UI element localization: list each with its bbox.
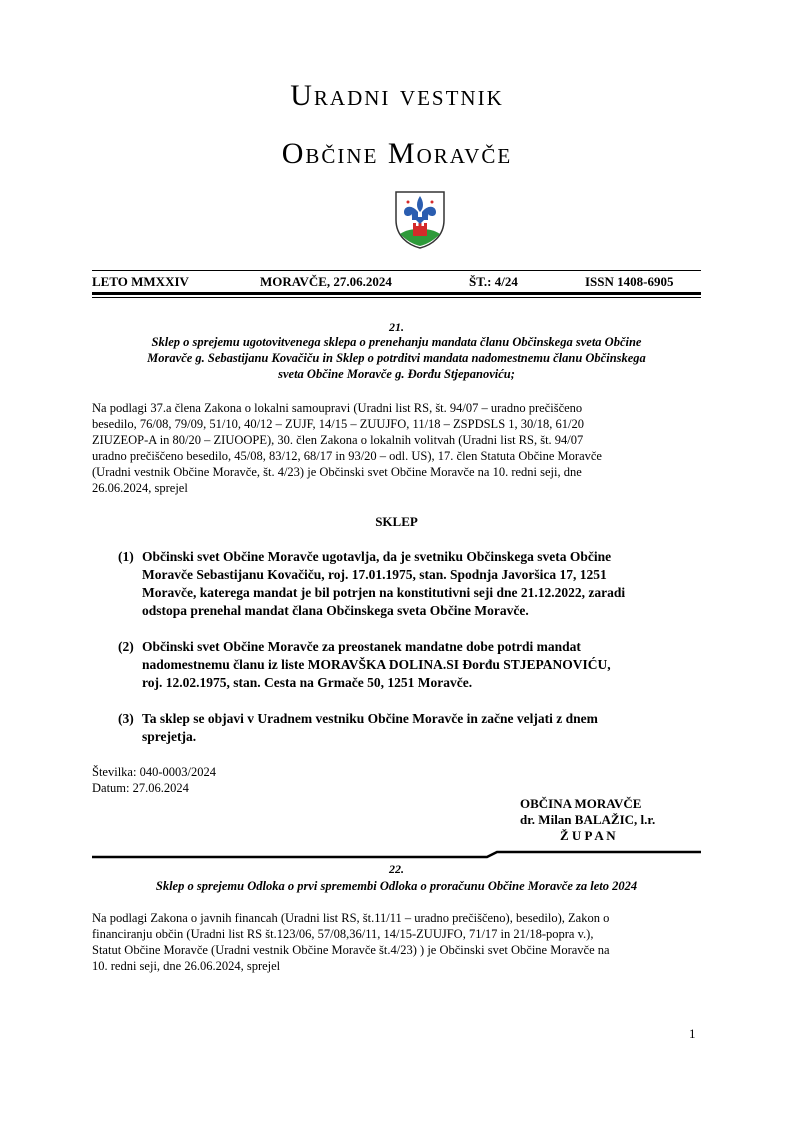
item-line: Ta sklep se objavi v Uradnem vestniku Občine Moravče in začne veljati z dnem [142,711,598,726]
act-21-title-line: sveta Občine Moravče g. Đorđu Stjepanoviću; [278,367,515,381]
sklep-heading: SKLEP [375,514,418,529]
header-issue-number: ŠT.: 4/24 [469,274,518,289]
act-21-number: 21. [389,320,404,334]
preamble-line: financiranju občin (Uradni list RS št.123/06, 57/08,36/11, 14/15-ZUUJFO, 71/17 in 21/18-popra v.), [92,927,594,941]
item-number: (3) [118,711,134,726]
act-22-number: 22. [389,862,404,876]
signature-organization: OBČINA MORAVČE [520,796,642,811]
act-22-title: Sklep o sprejemu Odloka o prvi spremembi Odloka o proračunu Občine Moravče za leto 2024 [155,879,638,893]
item-line: nadomestnemu članu iz liste MORAVŠKA DOLINA.SI Đorđu STJEPANOVIĆU, [142,657,611,672]
act-21-preamble [92,400,704,496]
header-year: LETO MMXXIV [92,274,189,289]
preamble-line: Na podlagi Zakona o javnih financah (Uradni list RS, št.11/11 – uradno prečiščeno), besedilo), Zakon o [92,911,610,925]
issue-header-bar [92,274,701,292]
header-rule-thick [92,292,701,295]
preamble-line: ZIUZEOP-A in 80/20 – ZIUOOPE), 30. člen Zakona o lokalnih volitvah (Uradni list RS, št. 94/07 [92,433,584,447]
preamble-line: 10. redni seji, dne 26.06.2024, sprejel [92,959,281,973]
header-issn: ISSN 1408-6905 [585,274,674,289]
resolution-item-3 [118,710,700,746]
preamble-line: 26.06.2024, sprejel [92,481,188,495]
document-date: Datum: 27.06.2024 [92,781,189,795]
item-line: odstopa prenehal mandat člana Občinskega sveta Občine Moravče. [142,603,529,618]
act-22-preamble [92,910,704,974]
header-rule-thin [92,297,701,298]
act-21-title-line: Sklep o sprejemu ugotovitvenega sklepa o prenehanju mandata članu Občinskega sveta Občine [151,335,642,349]
page-number: 1 [689,1026,696,1041]
preamble-line: uradno prečiščeno besedilo, 45/08, 83/12, 68/17 in 93/20 – odl. US), 17. člen Statuta Občine Moravče [92,449,602,463]
preamble-line: Na podlagi 37.a člena Zakona o lokalni samoupravi (Uradni list RS, št. 94/07 – uradno prečiščeno [92,401,583,415]
document-number: Številka: 040-0003/2024 [92,765,216,779]
act-21-title-line: Moravče g. Sebastijanu Kovačiču in Sklep o potrditvi mandata nadomestnemu članu Občinskega [147,351,646,365]
item-line: Občinski svet Občine Moravče za preostanek mandatne dobe potrdi mandat [142,639,581,654]
resolution-item-2 [118,638,700,692]
signature-role: Ž U P A N [560,828,616,843]
item-number: (2) [118,639,134,654]
act-21-title [92,334,701,382]
coat-of-arms-icon [394,190,446,250]
item-line: Moravče Sebastijanu Kovačiču, roj. 17.01.1975, stan. Spodnja Javoršica 17, 1251 [142,567,607,582]
section-separator [92,848,701,860]
item-line: roj. 12.02.1975, stan. Cesta na Grmače 50, 1251 Moravče. [142,675,473,690]
masthead-line-2: Občine Moravče [281,137,513,170]
header-place-date: MORAVČE, 27.06.2024 [260,274,392,289]
preamble-line: besedilo, 76/08, 79/09, 51/10, 40/12 – ZUJF, 14/15 – ZUUJFO, 11/18 – ZSPDSLS 1, 30/18, 61/20 [92,417,584,431]
masthead-line-1: Uradni vestnik [290,79,504,112]
item-line: sprejetja. [142,729,197,744]
item-line: Občinski svet Občine Moravče ugotavlja, da je svetniku Občinskega sveta Občine [142,549,612,564]
header-rule-top [92,270,701,271]
resolution-item-1 [118,548,700,620]
preamble-line: (Uradni vestnik Občine Moravče, št. 4/23) je Občinski svet Občine Moravče na 10. redni seji, dne [92,465,582,479]
preamble-line: Statut Občine Moravče (Uradni vestnik Občine Moravče št.4/23) ) je Občinski svet Občine Moravče na [92,943,610,957]
item-number: (1) [118,549,134,564]
item-line: Moravče, katerega mandat je bil potrjen na konstitutivni seji dne 21.12.2022, zaradi [142,585,626,600]
signature-name: dr. Milan BALAŽIC, l.r. [520,812,656,827]
